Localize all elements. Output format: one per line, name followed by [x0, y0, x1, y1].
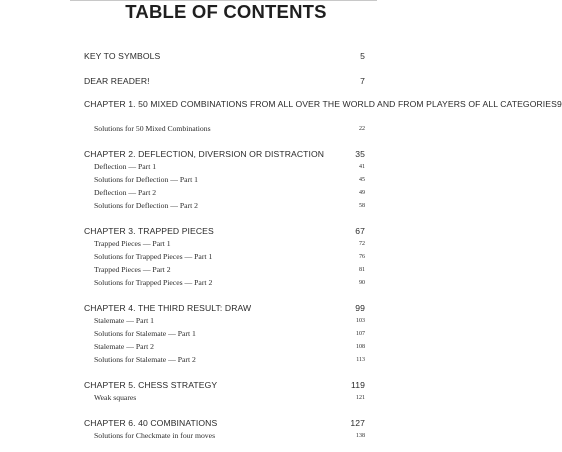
toc-subentry[interactable] [84, 278, 365, 288]
toc-entry-text: Trapped Pieces — Part 2 [94, 265, 171, 274]
toc-entry-page: 121 [356, 395, 365, 401]
toc-subentry[interactable] [84, 342, 365, 352]
toc-entry-chapter-4[interactable] [84, 303, 365, 314]
toc-entry-text: CHAPTER 2. DEFLECTION, DIVERSION OR DISTRACTION [84, 149, 325, 159]
toc-entry-text: Solutions for Trapped Pieces — Part 2 [94, 278, 213, 287]
toc-entry-text: Solutions for 50 Mixed Combinations [94, 124, 211, 133]
toc-entry-text: KEY TO SYMBOLS [84, 51, 161, 61]
toc-subentry[interactable] [84, 239, 365, 249]
toc-entry-page: 72 [359, 241, 365, 247]
toc-entry-page: 90 [359, 280, 365, 286]
toc-entry-chapter-1[interactable] [84, 99, 562, 110]
toc-entry-chapter-3[interactable] [84, 226, 365, 237]
toc-entry-page: 119 [351, 380, 365, 390]
toc-subentry[interactable] [84, 175, 365, 185]
toc-entry-dear-reader[interactable] [84, 76, 365, 87]
toc-subentry[interactable] [84, 124, 365, 134]
toc-entry-text: Deflection — Part 1 [94, 162, 157, 171]
toc-entry-page: 9 [556, 99, 562, 109]
toc-entry-page: 138 [356, 433, 365, 439]
toc-entry-text [84, 99, 557, 110]
toc-entry-page: 41 [359, 164, 365, 170]
toc-entry-page: 35 [355, 149, 365, 159]
toc-entry-text: Trapped Pieces — Part 1 [94, 239, 171, 248]
toc-subentry[interactable] [84, 431, 365, 441]
toc-subentry[interactable] [84, 201, 365, 211]
toc-subentry[interactable] [84, 188, 365, 198]
toc-entry-page: 113 [356, 357, 365, 363]
toc-entry-text: Solutions for Checkmate in four moves [94, 431, 216, 440]
toc-entry-text: CHAPTER 6. 40 COMBINATIONS [84, 418, 218, 428]
toc-entry-text: Stalemate — Part 2 [94, 342, 154, 351]
toc-entry-text: Solutions for Stalemate — Part 1 [94, 329, 196, 338]
toc-subentry[interactable] [84, 316, 365, 326]
toc-entry-page: 5 [360, 51, 365, 61]
toc-entry-page: 45 [359, 177, 365, 183]
toc-entry-page: 103 [356, 318, 365, 324]
toc-entry-page: 107 [356, 331, 365, 337]
toc-entry-page: 22 [359, 126, 365, 132]
toc-entry-text: Deflection — Part 2 [94, 188, 157, 197]
toc-list [84, 0, 562, 452]
toc-entry-page: 108 [356, 344, 365, 350]
toc-entry-chapter-5[interactable] [84, 380, 365, 391]
toc-entry-text-line2: THE WORLD AND FROM PLAYERS OF ALL CATEGORIES [322, 99, 557, 109]
toc-entry-text: CHAPTER 5. CHESS STRATEGY [84, 380, 218, 390]
page-title: TABLE OF CONTENTS [125, 1, 327, 22]
toc-entry-page: 99 [355, 303, 365, 313]
toc-subentry[interactable] [84, 329, 365, 339]
toc-entry-page: 7 [360, 76, 365, 86]
toc-entry-page: 49 [359, 190, 365, 196]
toc-entry-text: Stalemate — Part 1 [94, 316, 154, 325]
toc-entry-text: Solutions for Deflection — Part 1 [94, 175, 198, 184]
toc-entry-text: Solutions for Stalemate — Part 2 [94, 355, 196, 364]
toc-entry-text: DEAR READER! [84, 76, 150, 86]
toc-subentry[interactable] [84, 252, 365, 262]
toc-entry-key-to-symbols[interactable] [84, 51, 365, 62]
toc-entry-text-line1: CHAPTER 1. 50 MIXED COMBINATIONS FROM ALL OVER [84, 99, 321, 109]
toc-subentry[interactable] [84, 355, 365, 365]
toc-entry-page: 58 [359, 203, 365, 209]
toc-subentry[interactable] [84, 162, 365, 172]
toc-entry-text: Solutions for Deflection — Part 2 [94, 201, 198, 210]
toc-entry-page: 67 [355, 226, 365, 236]
toc-entry-page: 127 [350, 418, 365, 428]
toc-entry-chapter-6[interactable] [84, 418, 365, 429]
toc-entry-page: 81 [359, 267, 365, 273]
toc-entry-text: Solutions for Trapped Pieces — Part 1 [94, 252, 213, 261]
toc-entry-text: CHAPTER 4. THE THIRD RESULT: DRAW [84, 303, 252, 313]
toc-entry-text: CHAPTER 3. TRAPPED PIECES [84, 226, 214, 236]
toc-entry-page: 76 [359, 254, 365, 260]
toc-subentry[interactable] [84, 265, 365, 275]
toc-subentry[interactable] [84, 393, 365, 403]
toc-entry-text: Weak squares [94, 393, 137, 402]
toc-entry-chapter-2[interactable] [84, 149, 365, 160]
